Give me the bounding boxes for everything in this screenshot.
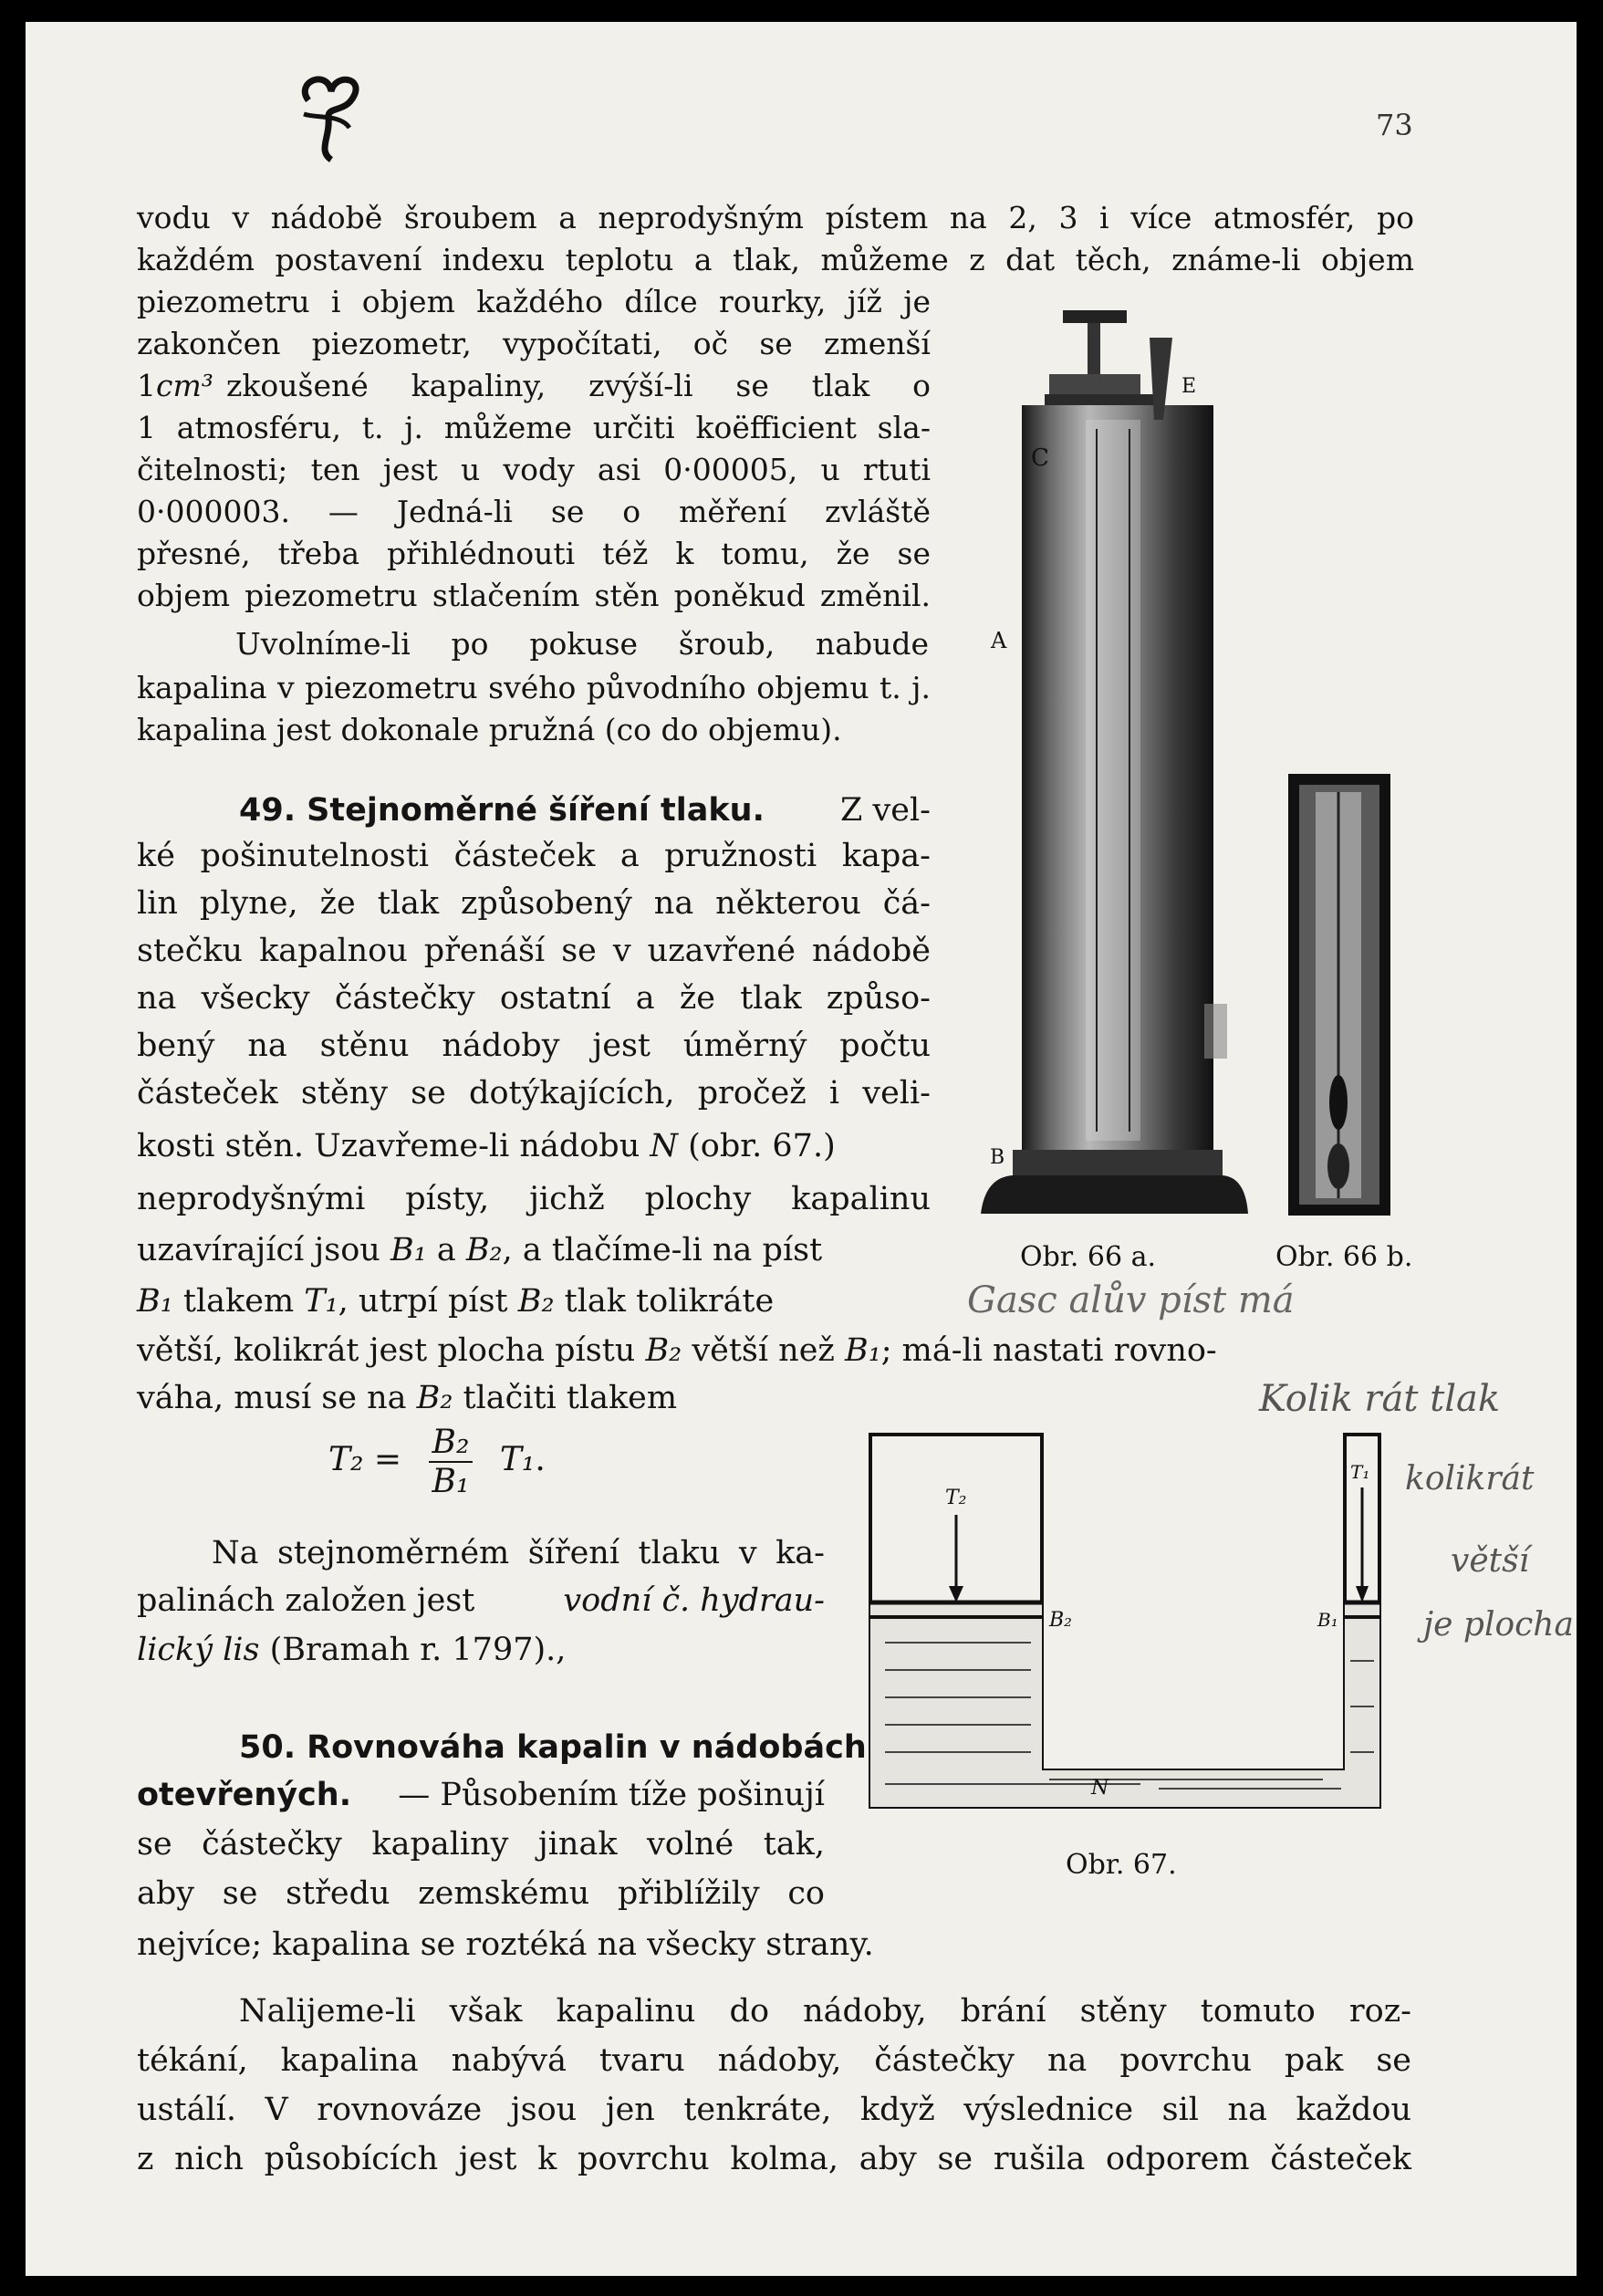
symbol-b1: B₁ bbox=[137, 1283, 173, 1320]
section49-line-12-mid: větší než bbox=[682, 1332, 845, 1369]
section49-line-2: ké pošinutelnosti částeček a pružnosti kapa- bbox=[137, 838, 931, 874]
intro-line-6: 1 atmosféru, t. j. můžeme určiti koëfficient sla- bbox=[137, 410, 931, 445]
section49-line-10-text: uzavírající jsou bbox=[137, 1232, 390, 1268]
section49-line-12-text: větší, kolikrát jest plocha pístu bbox=[137, 1332, 646, 1369]
formula-t2: T₂ bbox=[328, 1441, 364, 1478]
section49-line-3: lin plyne, že tlak způsobený na některou čá- bbox=[137, 885, 931, 922]
section49-line-10-mid: a bbox=[426, 1232, 466, 1268]
section50-line-1-tail: — Působením tíže pošinují bbox=[398, 1777, 825, 1813]
pressure-formula bbox=[328, 1424, 546, 1500]
page-number: 73 bbox=[1376, 108, 1413, 142]
handwriting-line-4: větší bbox=[1451, 1542, 1530, 1580]
label-t2: T₂ bbox=[945, 1487, 967, 1509]
formula-denominator: B₁ bbox=[432, 1463, 470, 1500]
intro-line-5 bbox=[137, 368, 931, 404]
section49-line-11-tail: tlak tolikráte bbox=[554, 1283, 775, 1320]
intro-line-8: 0·000003. — Jedná-li se o měření zvláště bbox=[137, 494, 931, 529]
fig66a-caption: Obr. 66 a. bbox=[1020, 1241, 1157, 1273]
hydraulic-line-2-b: vodní č. hydrau- bbox=[563, 1582, 825, 1619]
vessel-n-ref: N bbox=[650, 1128, 679, 1164]
intro-line-2: každém postavení indexu teplotu a tlak, můžeme z dat těch, známe-li objem bbox=[137, 242, 1414, 277]
label-b2: B₂ bbox=[1049, 1609, 1072, 1632]
handwriting-line-3: kolikrát bbox=[1405, 1460, 1535, 1498]
final-line-1: Nalijeme-li však kapalinu do nádoby, brání stěny tomuto roz- bbox=[239, 1993, 1411, 2030]
figure-67-hydraulic-vessel bbox=[867, 1424, 1396, 1843]
section49-line-12-tail: ; má-li nastati rovno- bbox=[880, 1332, 1217, 1369]
label-t1: T₁ bbox=[1350, 1461, 1370, 1483]
final-line-2: tékání, kapalina nabývá tvaru nádoby, částečky na povrchu pak se bbox=[137, 2042, 1411, 2079]
formula-numerator: B₂ bbox=[429, 1424, 474, 1463]
section49-line-13-tail: tlačiti tlakem bbox=[453, 1380, 678, 1416]
release-line-3: kapalina jest dokonale pružná (co do objemu). bbox=[137, 712, 842, 747]
section49-line-4: stečku kapalnou přenáší se v uzavřené nádobě bbox=[137, 933, 931, 969]
section49-line-12 bbox=[137, 1332, 1217, 1369]
formula-fraction bbox=[429, 1424, 474, 1500]
intro-line-9: přesné, třeba přihlédnouti též k tomu, že se bbox=[137, 536, 931, 571]
final-line-4: z nich působících jest k povrchu kolma, aby se rušila odporem částeček bbox=[137, 2141, 1411, 2177]
intro-line-7: čitelnosti; ten jest u vody asi 0·00005, u rtuti bbox=[137, 452, 931, 487]
section50-heading-2: otevřených. bbox=[137, 1777, 352, 1813]
intro-line-3: piezometru i objem každého dílce rourky, jíž je bbox=[137, 284, 931, 319]
section49-line-6: bený na stěnu nádoby jest úměrný počtu bbox=[137, 1028, 931, 1064]
section49-line-11-mid: , utrpí píst bbox=[338, 1283, 518, 1320]
formula-t1: T₁ bbox=[499, 1441, 536, 1478]
hydraulic-line-2-a: palinách založen jest bbox=[137, 1582, 475, 1619]
hydraulic-press-term: lický lis bbox=[137, 1632, 260, 1668]
symbol-b1: B₁ bbox=[844, 1332, 881, 1369]
symbol-b2: B₂ bbox=[517, 1283, 555, 1320]
intro-line-10: objem piezometru stlačením stěn poněkud změnil. bbox=[137, 578, 931, 613]
label-c: C bbox=[1031, 444, 1049, 472]
intro-line-1: vodu v nádobě šroubem a neprodyšným pístem na 2, 3 i více atmosfér, po bbox=[137, 200, 1414, 235]
label-e: E bbox=[1181, 375, 1197, 398]
intro-line-5-unit: cm³ bbox=[156, 368, 214, 403]
figure-66a-piezometer bbox=[976, 292, 1250, 1241]
section49-line-10 bbox=[137, 1232, 822, 1268]
section49-line-13 bbox=[137, 1380, 677, 1416]
section49-line-9: neprodyšnými písty, jichž plochy kapalinu bbox=[137, 1181, 931, 1217]
release-line-2: kapalina v piezometru svého původního objemu t. j. bbox=[137, 670, 931, 705]
final-line-3: ustálí. V rovnováze jsou jen tenkráte, když výslednice sil na každou bbox=[137, 2092, 1411, 2128]
section49-first-line bbox=[239, 792, 931, 829]
section50-line-1 bbox=[137, 1777, 825, 1813]
section49-line-13-text: váha, musí se na bbox=[137, 1380, 417, 1416]
section49-line-11 bbox=[137, 1283, 774, 1320]
label-b1-fig: B₁ bbox=[1317, 1609, 1338, 1631]
section50-line-4: nejvíce; kapalina se roztéká na všecky strany. bbox=[137, 1926, 874, 1963]
section49-line-5: na všecky částečky ostatní a že tlak způso- bbox=[137, 980, 931, 1017]
hydraulic-line-3-b: (Bramah r. 1797)., bbox=[259, 1632, 567, 1668]
handwriting-line-2: Kolik rát tlak bbox=[1259, 1378, 1501, 1420]
fig67-caption: Obr. 67. bbox=[1066, 1849, 1177, 1881]
section50-heading-1: 50. Rovnováha kapalin v nádobách bbox=[239, 1729, 867, 1766]
section50-line-2: se částečky kapaliny jinak volné tak, bbox=[137, 1826, 825, 1863]
symbol-b2: B₂ bbox=[416, 1380, 453, 1416]
hydraulic-line-2 bbox=[137, 1582, 825, 1619]
intro-line-5-prefix: 1 bbox=[137, 368, 156, 403]
section49-line-7: částeček stěny se dotýkajících, pročež i veli- bbox=[137, 1075, 931, 1111]
formula-equals: = bbox=[373, 1441, 402, 1478]
obr67-ref: (obr. 67.) bbox=[678, 1128, 836, 1164]
handwriting-line-1: Gasc alův píst má bbox=[967, 1279, 1295, 1321]
symbol-b1: B₁ bbox=[390, 1232, 427, 1268]
fig66b-caption: Obr. 66 b. bbox=[1275, 1241, 1413, 1273]
section49-line-8-text: kosti stěn. Uzavřeme-li nádobu bbox=[137, 1128, 651, 1164]
symbol-b2: B₂ bbox=[645, 1332, 682, 1369]
figure-66b-thermometer bbox=[1288, 774, 1390, 1216]
intro-line-4: zakončen piezometr, vypočítati, oč se zmenší bbox=[137, 326, 931, 361]
section49-line-1: Z vel- bbox=[840, 792, 931, 829]
section49-line-10-tail: , a tlačíme-li na píst bbox=[502, 1232, 823, 1268]
section49-line-8 bbox=[137, 1128, 836, 1164]
section50-line-3: aby se středu zemskému přiblížily co bbox=[137, 1875, 825, 1912]
symbol-t1: T₁ bbox=[304, 1283, 338, 1320]
section49-line-11-text: tlakem bbox=[182, 1283, 305, 1320]
symbol-b2: B₂ bbox=[465, 1232, 503, 1268]
hydraulic-line-3 bbox=[137, 1632, 566, 1668]
label-b: B bbox=[990, 1146, 1005, 1169]
handwriting-line-5: je plocha bbox=[1423, 1606, 1574, 1644]
ornament-icon bbox=[290, 64, 372, 164]
release-line-1: Uvolníme-li po pokuse šroub, nabude bbox=[235, 626, 929, 662]
intro-line-5-text: zkoušené kapaliny, zvýší-li se tlak o bbox=[226, 368, 931, 403]
section49-heading: 49. Stejnoměrné šíření tlaku. bbox=[239, 792, 765, 829]
label-a: A bbox=[991, 628, 1007, 653]
label-n: N bbox=[1091, 1777, 1109, 1800]
formula-period: . bbox=[535, 1441, 546, 1478]
hydraulic-line-1: Na stejnoměrném šíření tlaku v ka- bbox=[212, 1535, 825, 1571]
